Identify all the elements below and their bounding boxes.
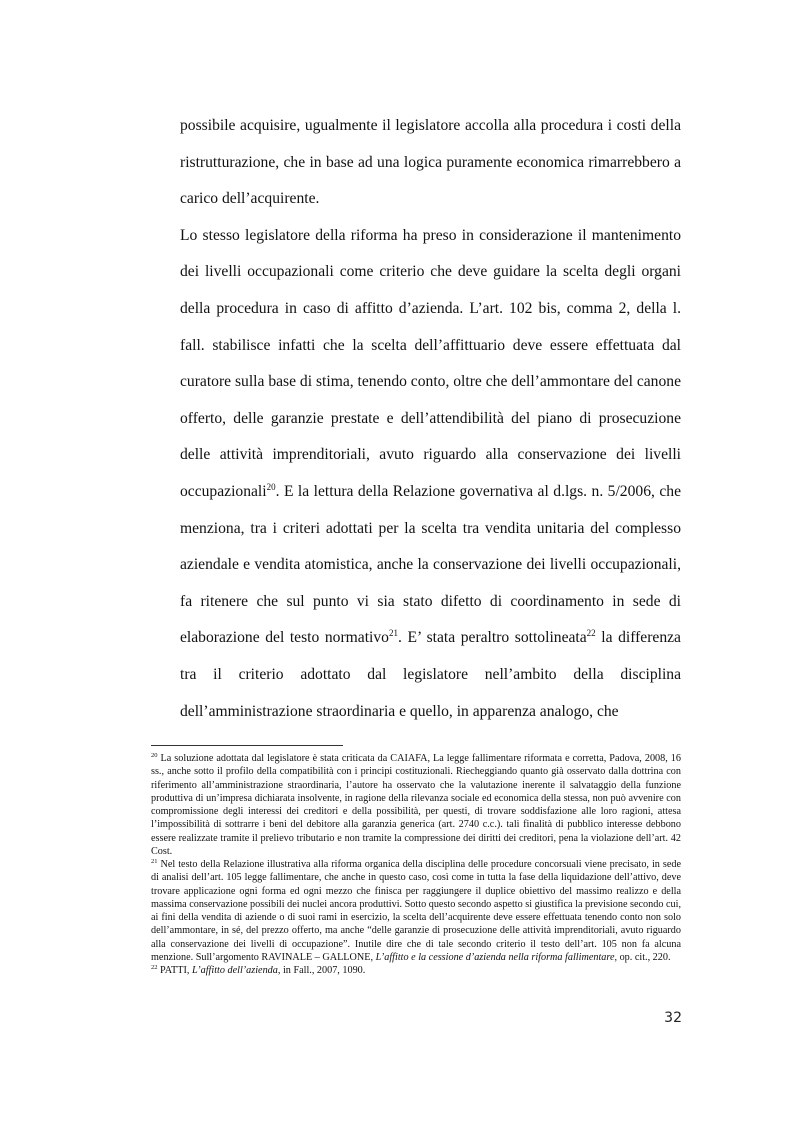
- footnote-22-text: PATTI,: [157, 965, 192, 976]
- paragraph-2-text-b: . E la lettura della Relazione governativa al d.lgs. n. 5/2006, che menziona, tra i criteri adottati per la scelta tra vendita unitaria del complesso aziendale e vendita atomistica, anche la conservazione dei livelli occupazionali, fa ritenere che sul punto vi sia stato difetto di coordinamento in sede di elaborazione del testo normativo: [180, 482, 681, 647]
- footnote-20: [151, 752, 681, 858]
- paragraph-2-text-a: Lo stesso legislatore della riforma ha preso in considerazione il mantenimento dei livelli occupazionali come criterio che deve guidare la scelta degli organi della procedura in caso di affitto d’azienda. L’art. 102 bis, comma 2, della l. fall. stabilisce infatti che la scelta dell’affittuario deve essere effettuata dal curatore sulla base di stima, tenendo conto, oltre che dell’ammontare del canone offerto, delle garanzie prestate e dell’attendibilità del piano di prosecuzione delle attività imprenditoriali, avuto riguardo alla conservazione dei livelli occupazionali: [180, 226, 681, 500]
- paragraph-1-text: possibile acquisire, ugualmente il legislatore accolla alla procedura i costi della ristrutturazione, che in base ad una logica puramente economica rimarrebbero a carico dell’acquirente.: [180, 117, 681, 208]
- footnote-22-title: L’affitto dell’azienda: [191, 965, 278, 976]
- footnote-21-tail: , op. cit., 220.: [614, 951, 671, 963]
- paragraph-2: [180, 218, 681, 730]
- paragraph-2-text-c: . E’ stata peraltro sottolineata: [397, 629, 587, 647]
- paragraph-1: [180, 108, 681, 218]
- footnote-20-text: La soluzione adottata dal legislatore è stata criticata da CAIAFA, La legge fallimentare riformata e corretta, Padova, 2008, 16 ss., anche sotto il profilo della compatibilità con i principi costituzionali. Riecheggiando quanto già osservato dalla dottrina con riferimento all’amministrazione straordinaria, l’autore ha osservato che la valutazione inerente il salvataggio della funzione produttiva di un’impresa dichiarata insolvente, in ragione della rilevanza sociale ed economica della stessa, non può avvenire con compromissione degli interessi dei creditori e della possibilità, per questi, di trovare soddisfazione alle loro ragioni, attesa l’impossibilità di sottrarre i beni del debitore alla garanzia generica (art. 2740 c.c.). tali finalità di pubblico interesse debbono essere realizzate tramite il prelievo tributario e non tramite la compressione dei diritti dei creditori, pena la violazione dell’art. 42 Cost.: [151, 753, 681, 857]
- footnote-21-title: L’affitto e la cessione d’azienda nella riforma fallimentare: [375, 951, 615, 963]
- footnote-22: [151, 964, 681, 977]
- footnote-20-number: 20: [151, 752, 158, 759]
- footnote-ref-22: 22: [586, 628, 596, 639]
- paragraph-2-text-d: la differenza tra il criterio adottato dal legislatore nell’ambito della disciplina dell’amministrazione straordinaria e quello, in apparenza analogo, che: [180, 629, 681, 720]
- footnote-22-number: 22: [151, 964, 158, 971]
- footnote-21-number: 21: [151, 858, 158, 865]
- footnote-21: [151, 858, 681, 964]
- footnotes: [151, 752, 681, 977]
- footnote-ref-20: 20: [266, 481, 276, 492]
- page-number: 32: [664, 1010, 682, 1026]
- footnote-22-tail: , in Fall., 2007, 1090.: [277, 965, 366, 976]
- body-text: [180, 108, 681, 730]
- footnote-separator: [151, 745, 343, 746]
- footnote-21-text: Nel testo della Relazione illustrativa alla riforma organica della disciplina delle procedure concorsuali viene precisato, in sede di analisi dell’art. 105 legge fallimentare, che anche in questo caso, così come in tutta la fase della liquidazione dell’attivo, deve trovare applicazione ogni forma ed ogni mezzo che finisca per raggiungere il duplice obiettivo del massimo realizzo e della massima conservazione possibili dei nuclei ancora produttivi. Sotto questo secondo aspetto si giustifica la previsione secondo cui, ai fini della vendita di aziende o di suoi rami in esercizio, la scelta dell’acquirente deve essere effettuata tenendo conto non solo dell’ammontare, in sé, del prezzo offerto, ma anche “delle garanzie di prosecuzione delle attività imprenditoriali, avuto riguardo alla conservazione dei livelli di occupazione”. Inutile dire che di tale secondo criterio il testo dell’art. 105 non fa alcuna menzione. Sull’argomento RAVINALE – GALLONE,: [151, 859, 681, 963]
- footnote-ref-21: 21: [388, 628, 398, 639]
